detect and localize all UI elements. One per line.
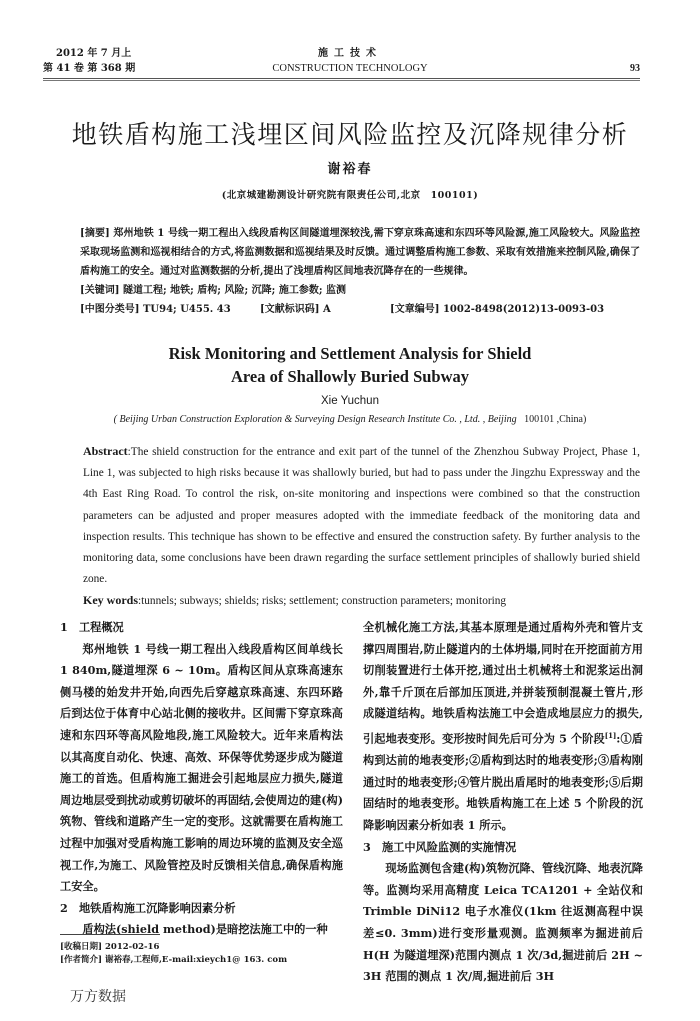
- section-2-text: 全机械化施工方法,其基本原理是通过盾构外壳和管片支撑四周围岩,防止隧道内的土体坍塌,同时在开挖面前方用切削装置进行土体开挖,通过出土机械将土和泥浆运出洞外,靠千斤顶在后部加压顶进,并拼装预制混凝土管片,形成隧道结构。地铁盾构法施工中会造成地层应力的损失,引起地表变形。变形按时间先后可分为 5 个阶段: [363, 620, 643, 746]
- abstract-cn: [80, 224, 640, 281]
- doc-code: [260, 300, 390, 319]
- section-3-paragraph: 现场监测包含建(构)筑物沉降、管线沉降、地表沉降等。监测均采用高精度 Leica TCA1201 + 全站仪和 Trimble DiNi12 电子水准仪(1km 往返测高程中误差≤0. 3mm)进行变形量观测。监测频率为掘进前后 H(H 为隧道埋深)范围内测点 1 次/3d,掘进前后 2H ~ 3H 范围的测点 1 次/周,掘进前后 3H: [363, 861, 643, 984]
- author-en: Xie Yuchun: [321, 395, 379, 407]
- footnote-rule: [60, 934, 160, 935]
- affiliation-en-text: ( Beijing Urban Construction Exploration & Surveying Design Research Institute Co. , Ltd. , Beijing: [113, 414, 517, 425]
- keywords-cn-text: 隧道工程; 地铁; 盾构; 风险; 沉降; 施工参数; 监测: [122, 285, 346, 296]
- keywords-en-label: Key words: [83, 593, 138, 608]
- abstract-en-label: Abstract: [83, 444, 128, 458]
- abstract-en-text: :The shield construction for the entrance and exit part of the tunnel of the Zhenzhou Subway Project, Phase 1, Line 1, was subjected to high risks because it was shallowly buried, but had to pass under the Jingzhu Expressway and the 4th East Ring Road. To control the risk, on-site monitoring and inspections were combined so that the construction parameters can be adjusted and proper measures adopted with the immediate feedback of the monitoring data and inspection results. This technique has shown to be effective and ensured the construction safety. By further analysis to the monitoring data, some conclusions have been drawn regarding the surface settlement principles of shallowly buried shield zone.: [83, 446, 640, 586]
- clc-label: [中图分类号]: [80, 304, 140, 315]
- article-no-value: 1002-8498(2012)13-0093-03: [442, 304, 605, 315]
- affiliation-en: [0, 414, 700, 425]
- keywords-cn-label: [关键词]: [80, 285, 120, 296]
- article-no: [390, 300, 604, 319]
- title-en: [0, 342, 700, 388]
- doc-code-value: A: [322, 304, 331, 315]
- section-1-heading: 1 工程概况: [60, 620, 124, 634]
- body-column-right: [363, 617, 643, 988]
- header-rule: [43, 78, 640, 81]
- article-no-label: [文章编号]: [390, 304, 440, 315]
- volume-issue: 第 41 卷 第 368 期: [43, 63, 136, 74]
- abstract-cn-text: 郑州地铁 1 号线一期工程出入线段盾构区间隧道埋深较浅,需下穿京珠高速和东四环等风险源,施工风险较大。风险监控采取现场监测和巡视相结合的方式,将监测数据和巡视结果及时反馈。通过调整盾构施工参数、采取有效措施来控制风险,确保了盾构施工的安全。通过对监测数据的分析,提出了浅埋盾构区间地表沉降存在的一些规律。: [80, 228, 640, 277]
- section-2-paragraph-cont: [363, 617, 643, 837]
- abstract-en: [83, 441, 640, 590]
- journal-name-en: CONSTRUCTION TECHNOLOGY: [272, 63, 428, 74]
- keywords-en: [83, 590, 640, 612]
- title-cn: 地铁盾构施工浅埋区间风险监控及沉降规律分析: [71, 120, 629, 149]
- abstract-cn-block: [80, 224, 640, 319]
- abstract-cn-label: [摘要]: [80, 228, 110, 239]
- author-cn: 谢裕春: [327, 162, 373, 177]
- section-3-heading: 3 施工中风险监测的实施情况: [363, 839, 517, 854]
- page-number: 93: [630, 63, 640, 74]
- body-column-left: [60, 617, 343, 941]
- received-value: 2012-02-16: [105, 942, 160, 952]
- affiliation-en-postcode: 100101 ,China): [524, 414, 587, 425]
- title-en-line1: Risk Monitoring and Settlement Analysis for Shield: [168, 344, 532, 363]
- doc-code-label: [文献标识码]: [260, 304, 320, 315]
- section-2-paragraph-start: 盾构法(shield method)是暗挖法施工中的一种: [82, 922, 328, 937]
- affiliation-cn: (北京城建勘测设计研究院有限责任公司,北京 100101): [221, 190, 479, 201]
- watermark: 万方数据: [70, 989, 126, 1005]
- section-2-text-cont: :①盾构到达前的地表变形;②盾构到达时的地表变形;③盾构刚通过时的地表变形;④管片脱出盾尾时的地表变形;⑤后期固结时的地表变形。地铁盾构施工在上述 5 个阶段的沉降影响因素分析如表 1 所示。: [363, 731, 643, 833]
- clc: [80, 300, 260, 319]
- citation-ref[interactable]: [1]: [604, 730, 617, 740]
- footnotes: [60, 941, 360, 966]
- issue-date: 2012 年 7 月上: [56, 48, 132, 59]
- received-date: [60, 941, 360, 954]
- abstract-en-block: [83, 441, 640, 613]
- journal-name-cn: 施工技术: [318, 48, 382, 59]
- title-en-line2: Area of Shallowly Buried Subway: [230, 367, 470, 386]
- received-label: [收稿日期]: [60, 942, 103, 952]
- section-2-heading: 2 地铁盾构施工沉降影响因素分析: [60, 900, 236, 915]
- author-bio-value: 谢裕春,工程师,E-mail:xieych1@ 163. com: [105, 954, 288, 965]
- section-1-paragraph: 郑州地铁 1 号线一期工程出入线段盾构区间单线长 1 840m,隧道埋深 6 ~ 10m。盾构区间从京珠高速东侧马楼的始发井开始,向西先后穿越京珠高速、东四环路后到达位于体育中心站北侧的接收井。区间需下穿京珠高速和东四环等高风险地段,施工风险较大。近年来盾构法以其高度自动化、快速、高效、环保等优势逐步成为隧道施工的首选。但盾构施工掘进会引起地层应力损失,隧道周边地层受到扰动或剪切破坏的再固结,会使周边的建(构)筑物、管线和道路产生一定的变形。这就需要在盾构施工过程中加强对受盾构施工影响的周边环境的监测及安全巡视工作,为施工、风险管控及时反馈相关信息,确保盾构施工安全。: [60, 641, 343, 894]
- keywords-cn: [80, 281, 640, 300]
- author-bio-label: [作者简介]: [60, 954, 103, 965]
- author-bio: [60, 954, 360, 967]
- clc-value: TU94; U455. 43: [142, 304, 231, 315]
- keywords-en-text: :tunnels; subways; shields; risks; settlement; construction parameters; monitoring: [138, 595, 507, 608]
- classification-row: [80, 300, 640, 319]
